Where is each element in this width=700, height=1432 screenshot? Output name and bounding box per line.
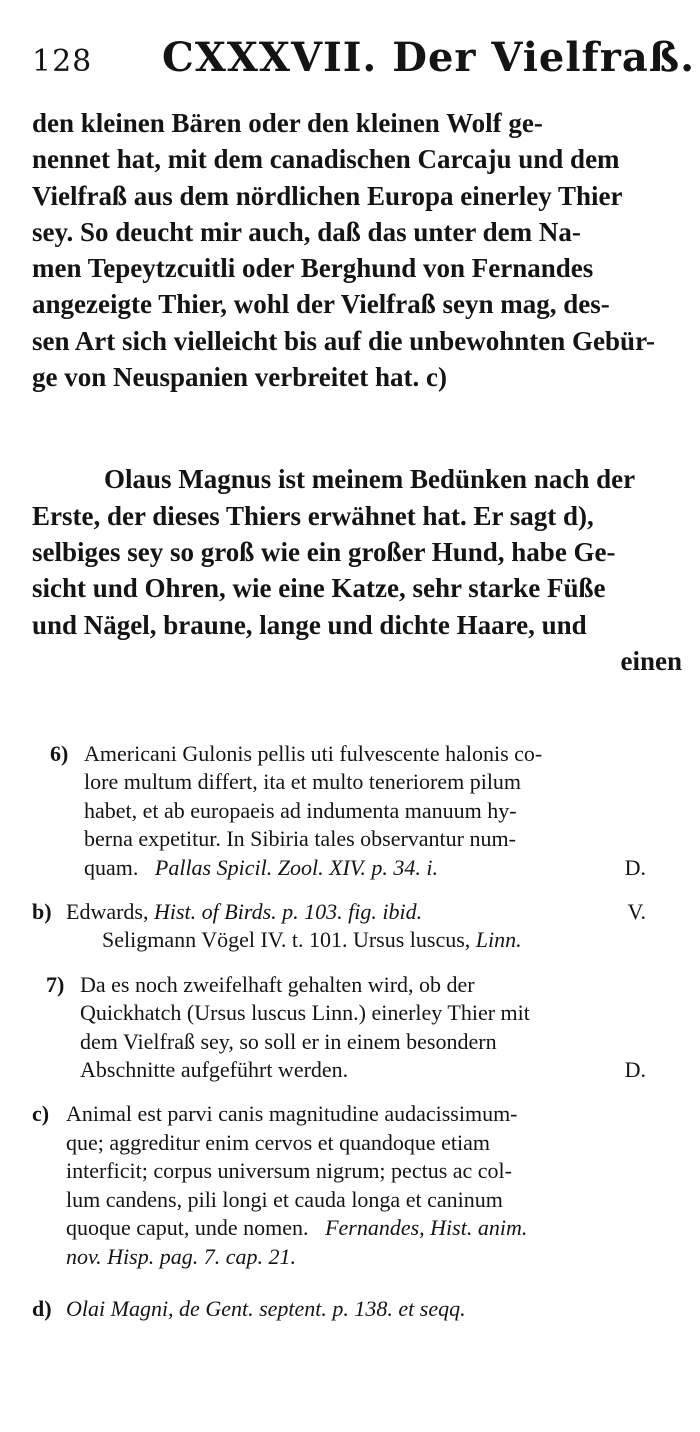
footnote-text: berna expetitur. In Sibiria tales observantur num- [84, 826, 516, 852]
paragraph-2 [32, 461, 682, 679]
footnote-signature: D. [624, 854, 646, 880]
running-title: CXXXVII. Der Vielfraß. [162, 34, 696, 81]
text-line: ge von Neuspanien verbreitet hat. c) [32, 362, 447, 393]
footnote-text: dem Vielfraß sey, so soll er in einem besondern [80, 1028, 497, 1054]
footnote-text: habet, et ab europaeis ad indumenta manuum hy- [84, 797, 517, 823]
footnote-text: que; aggreditur enim cervos et quandoque etiam [66, 1129, 490, 1155]
text-line: sen Art sich vielleicht bis auf die unbewohnten Gebür- [32, 325, 656, 356]
text-line: nennet hat, mit dem canadischen Carcaju und dem [32, 144, 620, 175]
footnote-citation: Linn. [475, 927, 522, 953]
footnote-text: Quickhatch (Ursus luscus Linn.) einerley Thier mit [80, 1000, 530, 1026]
footnote-citation: Olai Magni, de Gent. septent. p. 138. et seqq. [66, 1295, 466, 1321]
footnote-text: lum candens, pili longi et cauda longa et caninum [66, 1186, 503, 1212]
footnote-citation: nov. Hisp. pag. 7. cap. 21. [66, 1243, 296, 1269]
catchword: einen [620, 645, 682, 676]
text-line: Olaus Magnus ist meinem Bedünken nach der [104, 464, 636, 495]
text-line: sey. So deucht mir auch, daß das unter dem Na- [32, 216, 581, 247]
text-line: Vielfraß aus dem nördlichen Europa einerley Thier [32, 180, 623, 211]
text-line: sicht und Ohren, wie eine Katze, sehr starke Füße [32, 573, 606, 604]
footnote-text: Animal est parvi canis magnitudine audacissimum- [66, 1101, 518, 1127]
footnote-text: interficit; corpus universum nigrum; pectus ac col- [66, 1158, 512, 1184]
paragraph-1 [32, 105, 682, 395]
footnote-author: Edwards, [66, 899, 149, 925]
footnote-c [32, 1100, 682, 1270]
footnote-text: quoque caput, unde nomen. [66, 1215, 309, 1241]
footnote-citation: Hist. of Birds. p. 103. fig. ibid. [153, 899, 423, 925]
footnote-signature: D. [624, 1057, 646, 1083]
footnote-6 [50, 740, 682, 882]
text-line: und Nägel, braune, lange und dichte Haare, und [32, 609, 587, 640]
footnote-text: Da es noch zweifelhaft gehalten wird, ob der [80, 971, 475, 997]
footnote-signature: V. [627, 899, 646, 925]
footnote-citation: Fernandes, Hist. anim. [325, 1215, 528, 1241]
footnote-marker: b) [32, 899, 52, 925]
footnote-text: lore multum differt, ita et multo teneriorem pilum [84, 769, 522, 795]
text-line: selbiges sey so groß wie ein großer Hund, habe Ge- [32, 536, 616, 567]
footnote-d [32, 1295, 682, 1323]
page-header [32, 30, 696, 90]
footnotes [32, 740, 682, 1323]
page-number: 128 [32, 44, 93, 79]
footnote-text: quam. [84, 854, 139, 880]
footnote-text: Seligmann Vögel IV. t. 101. Ursus luscus, [102, 927, 471, 953]
footnote-text: Abschnitte aufgeführt werden. [80, 1057, 349, 1083]
footnote-marker: c) [32, 1101, 50, 1127]
footnote-marker: 7) [46, 971, 65, 997]
footnote-7 [46, 971, 682, 1085]
footnote-marker: d) [32, 1295, 52, 1321]
text-line: Erste, der dieses Thiers erwähnet hat. Er sagt d), [32, 500, 594, 531]
text-line: angezeigte Thier, wohl der Vielfraß seyn mag, des- [32, 289, 610, 320]
main-text [32, 105, 682, 679]
text-line: men Tepeytzcuitli oder Berghund von Fernandes [32, 253, 594, 284]
text-line: den kleinen Bären oder den kleinen Wolf ge- [32, 108, 543, 138]
footnote-text: Americani Gulonis pellis uti fulvescente halonis co- [84, 741, 543, 766]
footnote-marker: 6) [50, 741, 69, 766]
paragraph-gap [32, 395, 682, 461]
footnote-b [32, 898, 682, 955]
footnote-citation: Pallas Spicil. Zool. XIV. p. 34. i. [154, 854, 439, 880]
